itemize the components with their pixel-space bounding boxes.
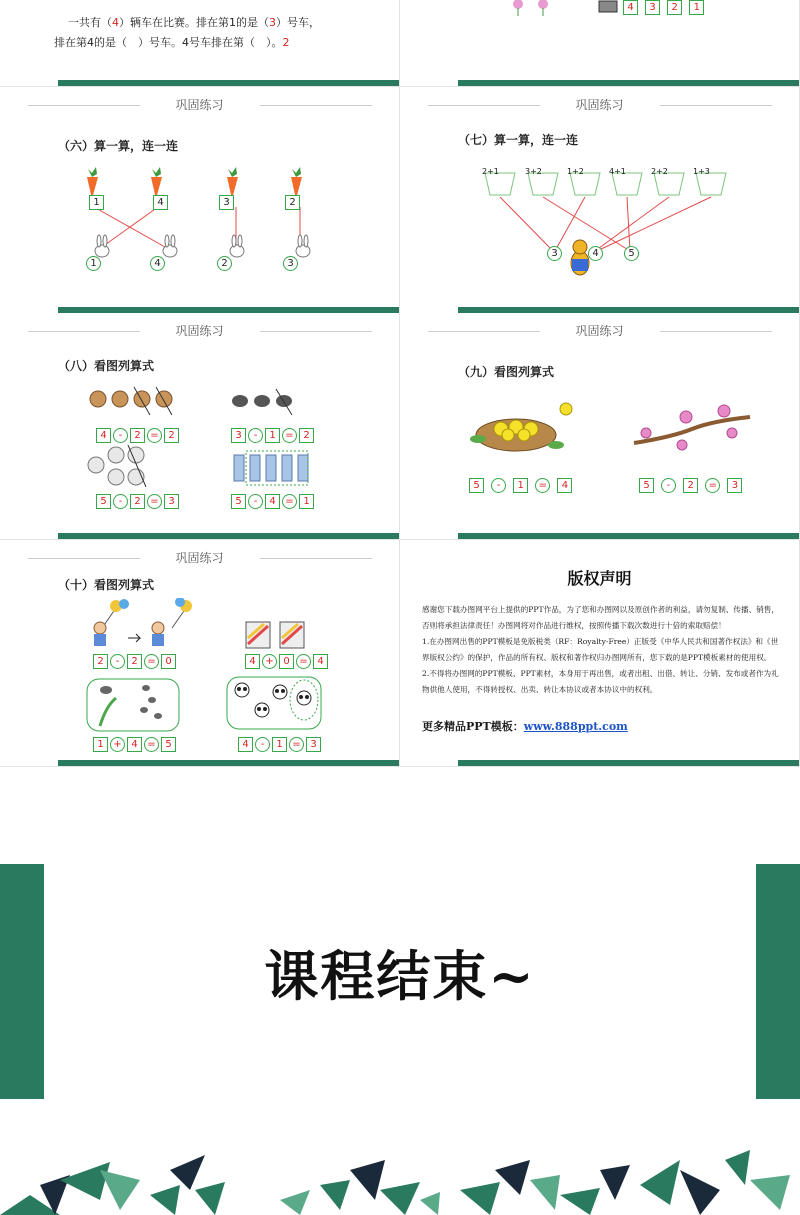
rabbit-number: 3 — [283, 256, 298, 271]
carrot-number: 3 — [219, 195, 234, 210]
copyright-title: 版权声明 — [567, 569, 632, 588]
slide-accent-bar — [58, 760, 399, 766]
answer-car-count: 4 — [112, 16, 119, 29]
answer-circle: 5 — [624, 246, 639, 261]
equation-pandas: 4 - 1 = 3 — [237, 734, 322, 753]
exercise-title: （十）看图列算式 — [58, 578, 155, 592]
slide-end — [0, 864, 800, 1099]
slide-heading: 巩固练习 — [575, 324, 624, 338]
carrot-number: 2 — [285, 195, 300, 210]
question-line-1: 一共有（4）辆车在比赛。排在第1的是（3）号车， — [68, 16, 320, 29]
answer-position: 2 — [282, 36, 290, 49]
hoop-label: 1+3 — [693, 167, 710, 176]
hoop-label: 3+2 — [525, 167, 542, 176]
exercise-title: （六）算一算，连一连 — [58, 139, 179, 153]
more-templates-line — [422, 718, 628, 734]
slide-heading: 巩固练习 — [175, 551, 224, 565]
slide-exercise-7 — [400, 87, 800, 314]
question-line-2: 排在第4的是（ ）号车。4号车排在第（ ）。2 — [54, 36, 290, 49]
equation-crayons: 4 + 0 = 4 — [244, 651, 329, 670]
rabbits-illustration — [230, 449, 310, 487]
slide-copyright — [400, 540, 800, 767]
carrot-number: 1 — [89, 195, 104, 210]
copyright-paragraph: 1.在办图网出售的PPT模板是免版税类（RF：Royalty-Free）正版受《中华人民共和国著作权法》和《世界版权公约》的保护，作品的所有权、版权和著作权归办图网所有，您下载的是PPT模板素材的使用权。 — [422, 637, 779, 662]
slide-heading: 巩固练习 — [175, 324, 224, 338]
balloon-boy-illustration — [88, 598, 198, 648]
balls-illustration — [86, 445, 156, 489]
answer-circle: 3 — [547, 246, 562, 261]
slide-exercise-9 — [400, 313, 800, 540]
end-title: 课程结束~ — [264, 944, 536, 1008]
answer-circle: 4 — [588, 246, 603, 261]
branch-flowers-illustration — [632, 403, 752, 463]
car-order-numbers: 4 3 2 1 — [622, 0, 705, 16]
slide-exercise-10 — [0, 540, 400, 767]
slide-race-cars — [400, 0, 800, 87]
equation-flowers: 5 - 2 = 3 — [638, 475, 743, 494]
slide-exercise-6 — [0, 87, 400, 314]
slide-accent-bar — [458, 533, 799, 539]
rabbit-number: 4 — [150, 256, 165, 271]
template-site-link[interactable]: www.888ppt.com — [523, 720, 628, 733]
pandas-illustration — [226, 676, 322, 730]
polygon-decoration — [0, 1140, 800, 1215]
carrot-number: 4 — [153, 195, 168, 210]
equation-tadpoles: 1 + 4 = 5 — [92, 734, 177, 753]
equation-ants: 3 - 1 = 2 — [230, 425, 315, 444]
slide-accent-bar — [458, 80, 799, 86]
crayon-box-illustration — [244, 618, 310, 650]
monkeys-illustration — [86, 385, 176, 419]
copyright-paragraph: 2.不得将办图网的PPT模板、PPT素材，本身用于再出售，或者出租、出借、转让、分销、发布或者作为礼物供他人使用，不得转授权、出卖、转让本协议或者本协议中的权利。 — [422, 669, 779, 694]
ants-illustration — [228, 387, 298, 417]
slide-heading: 巩固练习 — [175, 98, 224, 112]
copyright-paragraph: 感谢您下载办图网平台上提供的PPT作品，为了您和办图网以及原创作者的利益，请勿复制、传播、销售，否则将承担法律责任！办图网将对作品进行维权，按照传播下载次数进行十倍的索取赔偿！ — [422, 605, 779, 630]
basket-icon — [598, 0, 618, 14]
rabbit-number: 1 — [86, 256, 101, 271]
slide-exercise-8 — [0, 313, 400, 540]
hoop-label: 2+1 — [482, 167, 499, 176]
equation-chicks: 5 - 1 = 4 — [468, 475, 573, 494]
slide-accent-bar — [58, 533, 399, 539]
equation-monkeys: 4 - 2 = 2 — [95, 425, 180, 444]
equation-balls: 5 - 2 = 3 — [95, 491, 180, 510]
slide-count-cars — [0, 0, 400, 87]
carrot-icon — [87, 167, 302, 199]
nest-chicks-illustration — [466, 399, 586, 459]
flower-icon — [508, 0, 558, 16]
tadpoles-illustration — [86, 678, 180, 732]
more-templates-label: 更多精品PPT模板： — [422, 720, 524, 733]
basketball-hoops — [480, 163, 740, 293]
hoop-label: 4+1 — [609, 167, 626, 176]
copyright-body — [422, 602, 785, 698]
hoop-label: 1+2 — [567, 167, 584, 176]
equation-rabbits: 5 - 4 = 1 — [230, 491, 315, 510]
exercise-title: （九）看图列算式 — [458, 365, 555, 379]
slide-heading: 巩固练习 — [575, 98, 624, 112]
slide-accent-bar — [458, 760, 799, 766]
rabbit-icon — [95, 235, 310, 257]
equation-balloons: 2 - 2 = 0 — [92, 651, 177, 670]
exercise-title: （八）看图列算式 — [58, 359, 155, 373]
hoop-label: 2+2 — [651, 167, 668, 176]
exercise-title: （七）算一算，连一连 — [458, 133, 579, 147]
rabbit-number: 2 — [217, 256, 232, 271]
slide-accent-bar — [58, 80, 399, 86]
answer-first-car: 3 — [269, 16, 276, 29]
